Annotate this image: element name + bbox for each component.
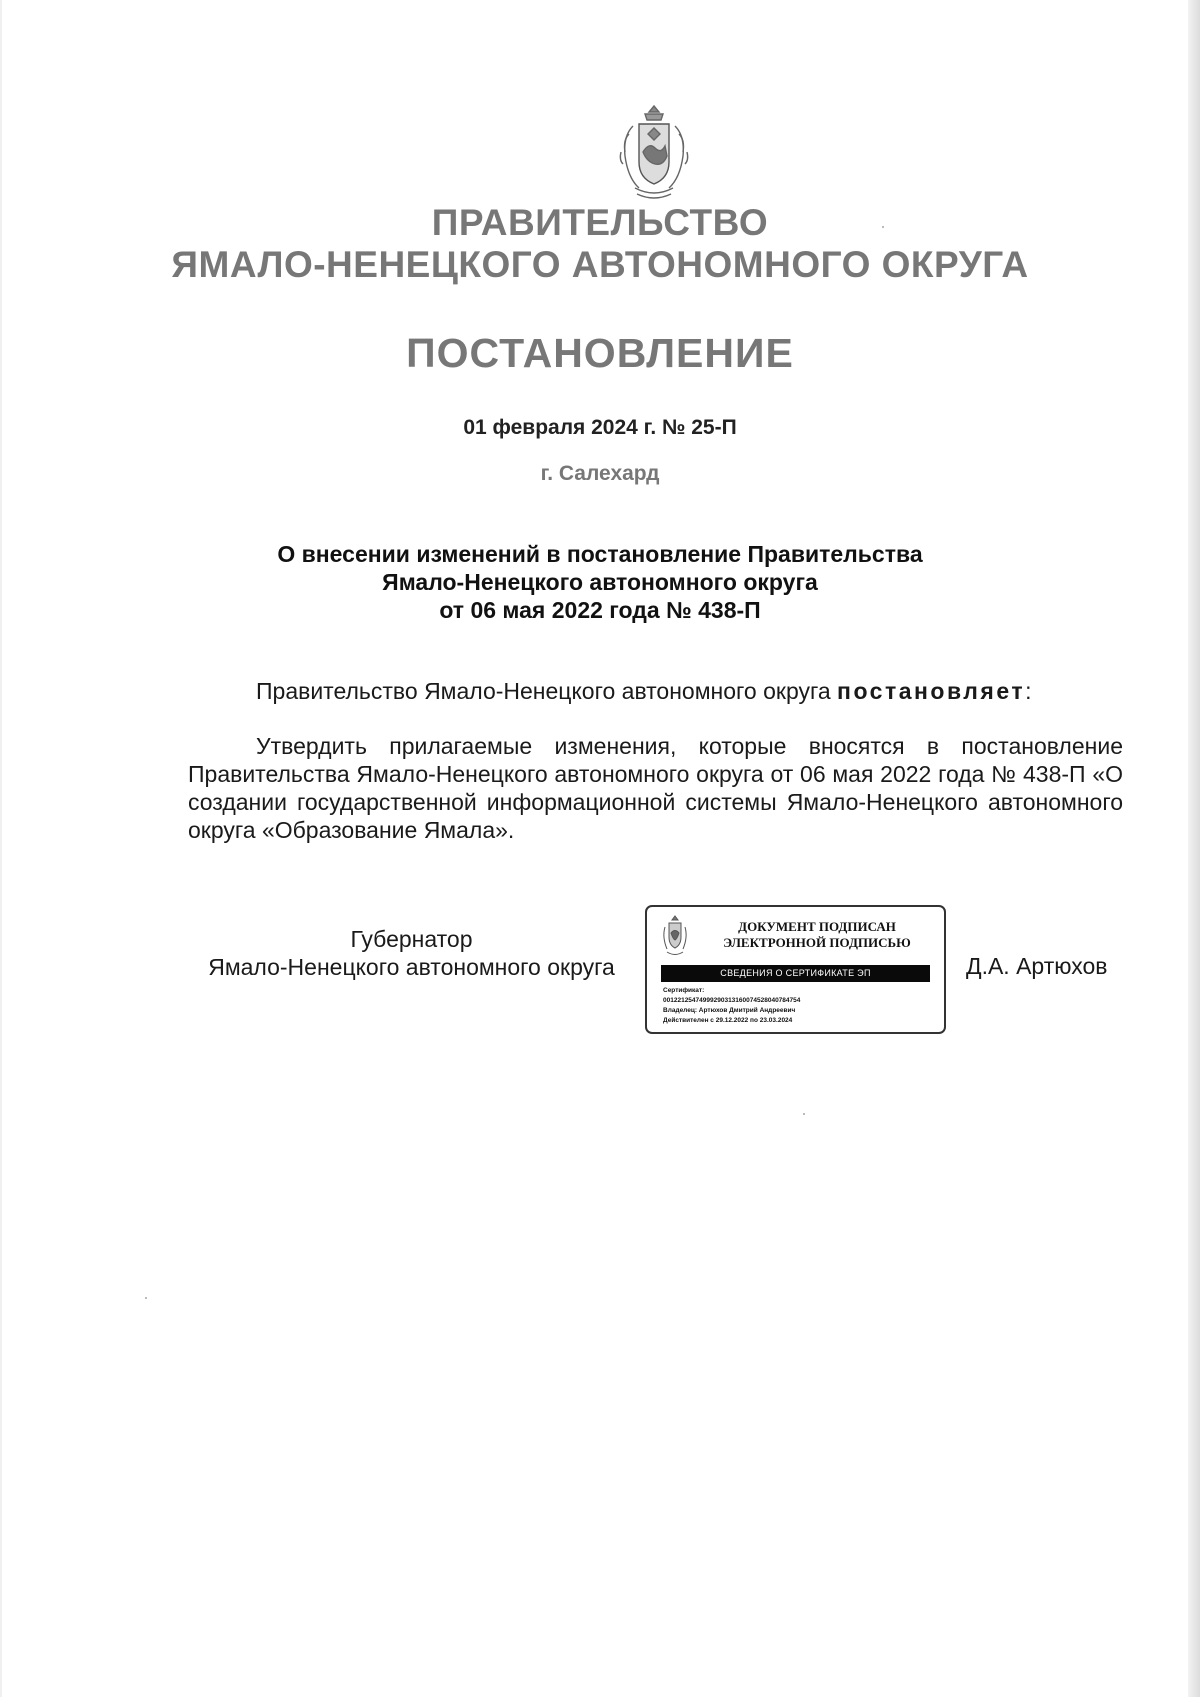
stamp-cert-value: 00122125474999290313160074528040784754 [663, 997, 801, 1004]
stamp-heading-line-2: ЭЛЕКТРОННОЙ ПОДПИСЬЮ [723, 935, 911, 950]
stamp-heading-line-1: ДОКУМЕНТ ПОДПИСАН [738, 919, 896, 934]
electronic-signature-stamp [645, 905, 946, 1034]
document-type: ПОСТАНОВЛЕНИЕ [406, 330, 794, 376]
scan-speck [882, 226, 884, 228]
document-date-number: 01 февраля 2024 г. № 25-П [463, 416, 737, 439]
stamp-coat-of-arms-icon [661, 915, 689, 957]
stamp-certificate-details [663, 986, 800, 1026]
signer-title [188, 925, 635, 981]
preamble [256, 678, 1031, 705]
coat-of-arms-icon [615, 104, 693, 202]
scan-speck [803, 1113, 805, 1115]
signer-name: Д.А. Артюхов [966, 953, 1108, 979]
subject-line-1: О внесении изменений в постановление Правительства [277, 541, 923, 567]
signer-title-line-1: Губернатор [350, 926, 473, 952]
stamp-heading [697, 919, 937, 951]
preamble-verb: постановляет [837, 678, 1026, 704]
scan-speck [145, 1297, 147, 1299]
preamble-colon: : [1025, 678, 1032, 704]
subject-line-2: Ямало-Ненецкого автономного округа [382, 569, 818, 595]
stamp-validity: Действителен с 29.12.2022 по 23.03.2024 [663, 1017, 793, 1024]
stamp-owner: Владелец: Артюхов Дмитрий Андреевич [663, 1007, 796, 1014]
subject-line-3: от 06 мая 2022 года № 438-П [439, 597, 761, 623]
government-name-line-1: ПРАВИТЕЛЬСТВО [431, 202, 769, 243]
stamp-certificate-bar: СВЕДЕНИЯ О СЕРТИФИКАТЕ ЭП [661, 965, 930, 982]
resolution-paragraph: Утвердить прилагаемые изменения, которые вносятся в постановление Правительства Ямало-Ненецкого автономного округа от 06 мая 2022 года № 438-П «О создании государственной информационной системы Ямало-Ненецкого автономного округа «Образование Ямала». [188, 733, 1123, 843]
stamp-cert-label: Сертификат: [663, 987, 705, 994]
document-subject [0, 540, 1200, 624]
government-name-line-2: ЯМАЛО-НЕНЕЦКОГО АВТОНОМНОГО ОКРУГА [171, 244, 1029, 285]
document-city: г. Салехард [540, 462, 660, 485]
signer-title-line-2: Ямало-Ненецкого автономного округа [208, 954, 615, 980]
preamble-text: Правительство Ямало-Ненецкого автономного округа [256, 678, 838, 704]
